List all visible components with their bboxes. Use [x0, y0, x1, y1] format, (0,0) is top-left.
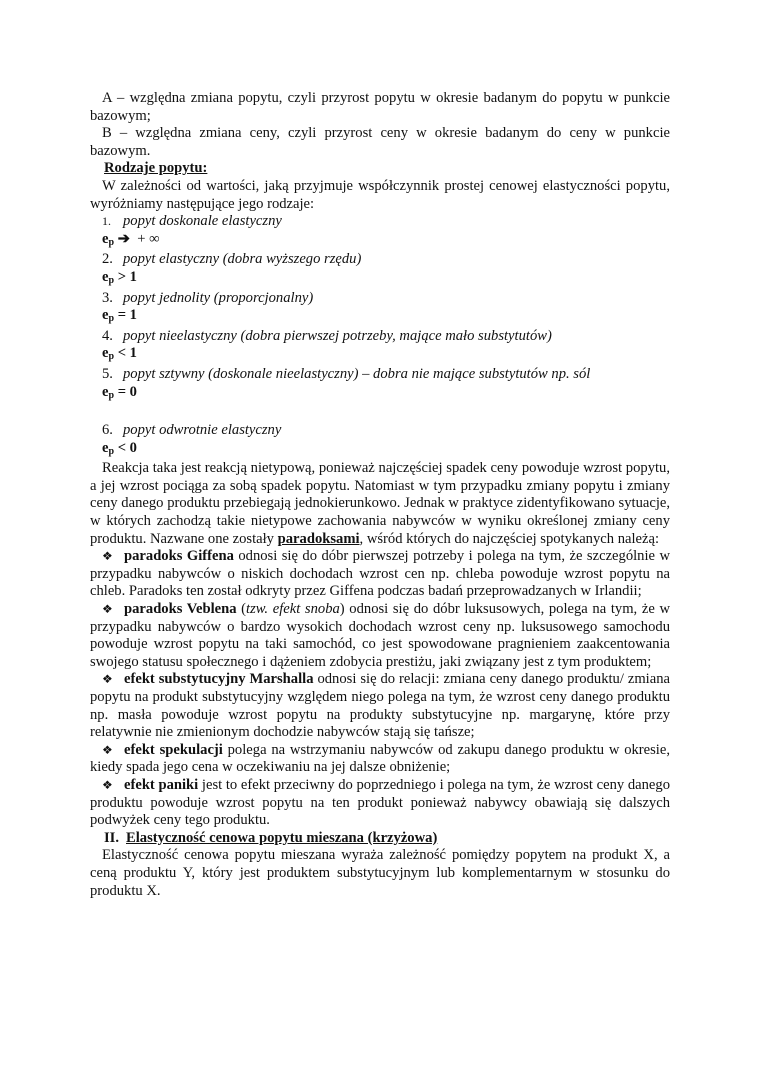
blank-line [90, 404, 670, 422]
definition-b: B – względna zmiana ceny, czyli przyrost ceny w okresie badanym do ceny w punkcie bazowym. [90, 125, 670, 159]
diamond-bullet-icon: ❖ [102, 672, 113, 687]
arrow-right-icon: ➔ [117, 230, 130, 247]
elasticity-condition: $e_p < 0$ [102, 439, 137, 457]
list-item: 6. popyt odwrotnie elastyczny [102, 422, 282, 439]
elasticity-condition: $e_p = 1$ [102, 307, 137, 325]
section-heading-cross-elasticity: II. Elastyczność cenowa popytu mieszana (krzyżowa) [104, 829, 438, 846]
reaction-paragraph: Reakcja taka jest reakcją nietypową, ponieważ najczęściej spadek ceny powoduje wzrost popytu, a jej wzrost pociąga za sobą spadek popytu. Natomiast w tym przypadku zmiany popytu i zmiany ceny danego produktu przebiegają jednokierunkowo. Jednak w praktyce zidentyfikowano sytuacje, w których zachodzą takie nietypowe zachowania nabywców w wyniku określonej zmiany ceny produktu. Nazwane one zostały paradoksami, wśród których do najczęściej spotykanych należą: [90, 460, 670, 547]
cross-elasticity-paragraph: Elastyczność cenowa popytu mieszana wyraża zależność pomiędzy popytem na produkt X, a ceną produktu Y, który jest produktem substytucyjnym lub komplementarnym w stosunku do produktu X. [90, 847, 670, 899]
list-item: 3. popyt jednolity (proporcjonalny) [102, 289, 314, 306]
bullet-item-speculation: ❖ efekt spekulacji polega na wstrzymaniu nabywców od zakupu danego produktu w okresie, kiedy spada jego cena w oczekiwaniu na jej dalsze obniżenie; [90, 741, 670, 776]
document-page [90, 90, 670, 900]
elasticity-condition: $e_p = 0$ [102, 383, 137, 401]
section-heading-types: Rodzaje popytu: [104, 160, 208, 177]
list-item: 2. popyt elastyczny (dobra wyższego rzędu) [102, 251, 362, 268]
diamond-bullet-icon: ❖ [102, 777, 113, 792]
elasticity-condition: $e_p > 1$ [102, 268, 137, 286]
diamond-bullet-icon: ❖ [102, 549, 113, 564]
elasticity-condition: $e_p$ ➔ + ∞ [102, 230, 160, 248]
types-intro: W zależności od wartości, jaką przyjmuje współczynnik prostej cenowej elastyczności popytu, wyróżniamy następujące jego rodzaje: [90, 177, 670, 212]
diamond-bullet-icon: ❖ [102, 742, 113, 757]
bullet-item-marshall: ❖ efekt substytucyjny Marshalla odnosi się do relacji: zmiana ceny danego produktu/ zmiana popytu na produkt substytucyjny względem niego polega na tym, że wzrost ceny danego produktu np. masła powoduje wzrost popytu na produkty substytucyjne np. margarynę, które przy relatywnie nie zmienionym dochodzie nabywców stają się tańsze; [90, 671, 670, 741]
elasticity-condition: $e_p < 1$ [102, 345, 137, 363]
definition-a: A – względna zmiana popytu, czyli przyrost popytu w okresie badanym do popytu w punkcie bazowym; [90, 90, 670, 124]
list-item: 1. popyt doskonale elastyczny [102, 213, 282, 230]
bullet-item-veblen: ❖ paradoks Veblena (tzw. efekt snoba) odnosi się do dóbr luksusowych, polega na tym, że w przypadku nabywców o bardzo wysokich dochodach wzrost ceny np. luksusowego samochodu powoduje wzrost popytu na taki samochód, co jest spowodowane pragnieniem zaakcentowania swojego statusu społecznego i dążeniem zdobycia prestiżu, jaki związany jest z tym produktem; [90, 601, 670, 670]
list-item: 5. popyt sztywny (doskonale nieelastyczny) – dobra nie mające substytutów np. sól [102, 365, 591, 382]
bullet-item-panic: ❖ efekt paniki jest to efekt przeciwny do poprzedniego i polega na tym, że wzrost ceny danego produktu powoduje wzrost popytu na ten produkt ponieważ nabywcy obawiają się dalszych podwyżek ceny tego produktu. [90, 776, 670, 829]
paradoxes-term: paradoksami [277, 530, 360, 547]
bullet-item-giffen: ❖ paradoks Giffena odnosi się do dóbr pierwszej potrzeby i polega na tym, że szczególnie w przypadku nabywców o niskich dochodach wzrost cen np. chleba powoduje wzrost popytu na chleb. Paradoks ten został odkryty przez Giffena podczas badań przeprowadzanych w Irlandii; [90, 548, 671, 600]
list-item: 4. popyt nieelastyczny (dobra pierwszej potrzeby, mające mało substytutów) [102, 327, 552, 344]
diamond-bullet-icon: ❖ [102, 602, 113, 617]
